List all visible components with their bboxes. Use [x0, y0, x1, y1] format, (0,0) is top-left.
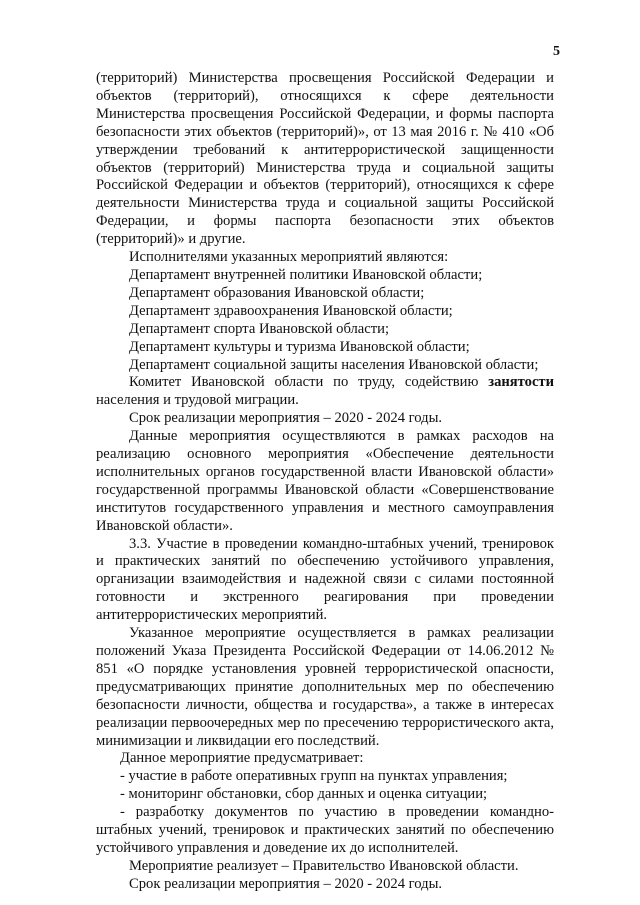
paragraph-implementer: Мероприятие реализует – Правительство Ивановской области. [129, 857, 519, 874]
department-item: Департамент внутренней политики Ивановской области; [129, 266, 483, 283]
committee-text-bold: занятости [488, 374, 554, 391]
paragraph-decree: Указанное мероприятие осуществляется в рамках реализации положений Указа Президента Российской Федерации от 14.06.2012 № 851 «О порядке установления уровней террористической опасности, предусматривающих принятие дополнительных мер по обеспечению безопасности личности, общества и государства», а также в интересах реализации первоочередных мер по пресечению террористического акта, минимизации и ликвидации его последствий. [96, 625, 554, 749]
department-item: Департамент здравоохранения Ивановской области; [129, 302, 453, 319]
committee-text-part2: населения и трудовой миграции. [96, 392, 299, 409]
bullet-item: - участие в работе оперативных групп на пунктах управления; [120, 768, 508, 785]
paragraph-1: (территорий) Министерства просвещения Российской Федерации и объектов (территорий), относящихся к сфере деятельности Министерства просвещения Российской Федерации, и формы паспорта безопасности этих объектов (территорий)», от 13 мая 2016 г. № 410 «Об утверждении требований к антитеррористической защищенности объектов (территорий) Министерства труда и социальной защиты Российской Федерации и объектов (территорий), относящихся к сфере деятельности Министерства труда и социальной защиты Российской Федерации, и формы паспорта безопасности этих объектов (территорий)» и другие. [96, 70, 554, 248]
department-item: Департамент спорта Ивановской области; [129, 320, 390, 337]
paragraph-funding: Данные мероприятия осуществляются в рамках расходов на реализацию основного мероприятия «Обеспечение деятельности исполнительных органов государственной власти Ивановской области» государственной программы Ивановской области «Совершенствование институтов государственного управления и местного самоуправления Ивановской области». [96, 428, 554, 534]
bullet-item: - разработку документов по участию в проведении командно-штабных учений, тренировок и практических занятий по обеспечению устойчивого управления и доведение их до исполнителей. [96, 804, 554, 856]
paragraph-term-1: Срок реализации мероприятия – 2020 - 2024 годы. [129, 410, 443, 427]
bullet-item: - мониторинг обстановки, сбор данных и оценка ситуации; [120, 786, 488, 803]
paragraph-provides: Данное мероприятие предусматривает: [120, 750, 364, 767]
paragraph-executors-heading: Исполнителями указанных мероприятий являются: [129, 249, 449, 266]
paragraph-committee [96, 374, 554, 410]
document-body [96, 70, 554, 894]
department-item: Департамент культуры и туризма Ивановской области; [129, 338, 470, 355]
paragraph-term-2: Срок реализации мероприятия – 2020 - 2024 годы. [129, 875, 443, 892]
paragraph-section-3-3: 3.3. Участие в проведении командно-штабных учений, тренировок и практических занятий по обеспечению устойчивого управления, организации взаимодействия и надежной связи с силами постоянной готовности и экстренного реагирования при проведении антитеррористических мероприятий. [96, 535, 554, 624]
department-item: Департамент образования Ивановской области; [129, 284, 425, 301]
page-number: 5 [553, 44, 560, 59]
committee-text-part1: Комитет Ивановской области по труду, содействию [129, 374, 489, 391]
department-item: Департамент социальной защиты населения Ивановской области; [129, 356, 539, 373]
